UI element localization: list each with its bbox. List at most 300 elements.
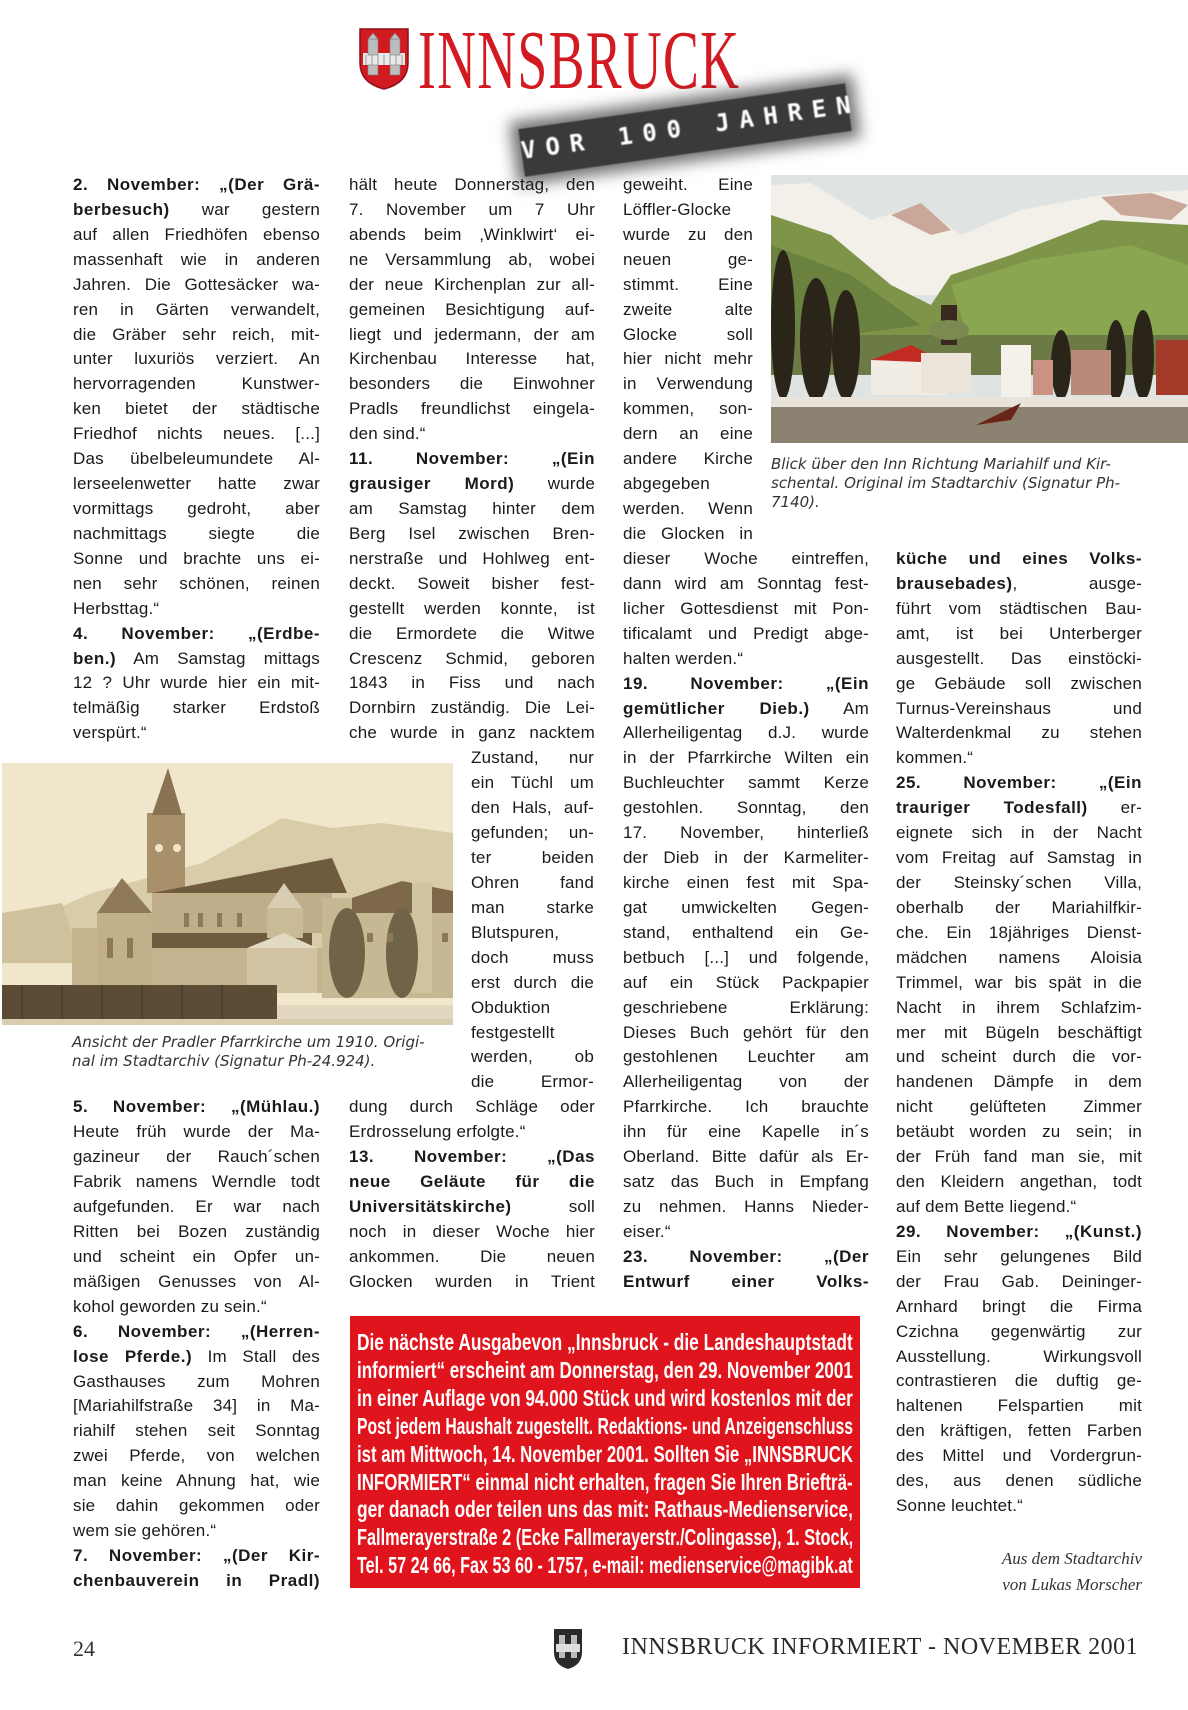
text-line [623,1095,869,1120]
line-text: Sonne leuchtet.“ [896,1496,1024,1516]
text-line [623,323,753,348]
text-line [896,1170,1142,1195]
coat-of-arms-icon [553,1628,583,1670]
notice-line [357,1328,1016,1356]
line-text: gemeinen Besichtigung auf- [349,299,595,319]
text-line [623,1070,869,1095]
line-text: Czichna gegenwärtig zur [896,1321,1142,1341]
text-line [623,721,869,746]
entry-heading: 4. November: „(Erdbe- [73,623,320,643]
entry-heading: Entwurf einer Volks- [623,1271,869,1291]
text-line [896,846,1142,871]
text-line [73,273,320,298]
text-line [349,273,595,298]
line-text: Turnus-Vereinshaus und [896,698,1142,718]
text-line [73,622,320,647]
line-text: Crescenz Schmid, geboren [349,648,595,668]
column-3-narrow [623,173,753,547]
author-signature [1002,1546,1142,1598]
text-line [623,1145,869,1170]
text-line [73,298,320,323]
line-text: abends beim ‚Winklwirt‘ ei- [349,224,595,244]
text-line [73,1220,320,1245]
text-line [623,1170,869,1195]
line-text: Oberland. Bitte dafür als Er- [623,1147,869,1167]
text-line [349,347,595,372]
line-text: den kräftigen, fetten Farben [896,1421,1142,1441]
line-text: satz das Buch in Empfang [623,1172,869,1192]
line-text: aufgefunden. Er war nach [73,1197,320,1217]
text-line [623,1195,869,1220]
text-line [349,198,595,223]
line-text: ausgestellt. Das einstöcki- [896,648,1142,668]
line-text: werden, ob [471,1047,594,1067]
page-number: 24 [73,1636,95,1661]
text-line [623,198,753,223]
text-line [349,1245,595,1270]
line-text: Berg Isel zwischen Bren- [349,523,595,543]
line-text: Blutspuren, [471,922,560,942]
entry-heading: berbesuch) [73,199,170,219]
line-text: lerseelenwetter hatte zwar [73,474,320,494]
line-text: halten werden.“ [623,648,744,668]
line-text: festgestellt [471,1022,555,1042]
line-text: mer mit Bügeln beschäftigt [896,1022,1142,1042]
text-line [896,871,1142,896]
notice-line [357,1356,1027,1384]
text-line [73,696,320,721]
line-text: Arnhard bringt die Firma [896,1296,1142,1316]
line-text: die Glocken in [623,523,753,543]
text-line [896,996,1142,1021]
line-text: des, aus denen südliche [896,1471,1142,1491]
line-text: dung durch Schläge oder [349,1097,595,1117]
text-line [623,921,869,946]
mariahilf-panorama-image [771,175,1188,443]
line-text: kommen, son- [623,399,753,419]
caption-line: Blick über den Inn Richtung Mariahilf und Kir- [771,455,1111,473]
line-text: vormittags gedroht, aber [73,498,320,518]
line-text: ne Versammlung ab, wobei [349,249,595,269]
text-line [73,422,320,447]
line-text: kommen.“ [896,748,974,768]
text-line [73,1120,320,1145]
notice-text: INFORMIERT“ einmal nicht erhalten, fragen Sie Ihren Briefträ- [357,1468,853,1495]
text-line [349,671,595,696]
text-line [73,1245,320,1270]
line-text: neuen ge- [623,249,753,269]
church-caption [72,1033,425,1071]
text-line [896,1220,1142,1245]
text-line [623,996,869,1021]
notice-line [357,1551,1062,1579]
text-line [896,771,1142,796]
text-line [73,572,320,597]
entry-heading: küche und eines Volks- [896,549,1142,568]
notice-line-text [357,1440,853,1468]
entry-heading: 25. November: „(Ein [896,773,1142,793]
coat-of-arms-icon [358,27,410,91]
line-text: und scheint ein Opfer un- [73,1246,320,1266]
line-text: Am Samstag mittags [116,648,320,668]
entry-heading: 2. November: „(Der Grä- [73,175,320,194]
text-line [896,672,1142,697]
caption-line: 7140). [771,493,820,511]
masthead-title: INNSBRUCK [418,14,741,107]
text-line [349,1220,595,1245]
text-line [471,996,594,1021]
entry-heading: Universitätskirche) [349,1197,512,1217]
line-text: Dornbirn zuständig. Die Lei- [349,698,595,718]
line-text: kohol geworden zu sein.“ [73,1296,267,1316]
line-text: und scheint durch die vor- [896,1047,1142,1067]
text-line [349,547,595,572]
banner-text: VOR 100 JAHREN [519,89,863,165]
text-line [349,622,595,647]
line-text: gestohlenen Leuchter am [623,1047,869,1067]
line-text: dieser Woche eintreffen, [623,549,869,568]
text-line [896,971,1142,996]
text-line [896,921,1142,946]
column-2-bottom [349,1095,595,1294]
entry-heading: 5. November: „(Mühlau.) [73,1097,320,1117]
text-line [471,796,594,821]
text-line [623,497,753,522]
line-text: , ausge- [1012,573,1142,593]
text-line [896,896,1142,921]
line-text: Ausstellung. Wirkungsvoll [896,1346,1142,1366]
line-text: am Samstag hinter dem [349,498,595,518]
line-text: Pfarrkirche. Ich brauchte [623,1097,869,1117]
text-line [896,1245,1142,1270]
line-text: ankommen. Die neuen [349,1246,595,1266]
text-line [73,1370,320,1395]
line-text: abgegeben [623,474,710,494]
text-line [73,1469,320,1494]
line-text: er- [1087,798,1142,818]
line-text: 17. November, hinterließ [623,823,869,843]
line-text: Gasthauses zum Mohren [73,1371,320,1391]
line-text: der Steinsky´schen Villa, [896,872,1142,892]
entry-heading: brausebades) [896,573,1013,593]
entry-heading: 6. November: „(Herren- [73,1321,320,1341]
notice-text: ger danach oder teilen uns das mit: Rathaus-Medienservice, [357,1496,853,1523]
line-text: Zustand, nur [471,748,594,768]
line-text: vom Freitag auf Samstag in [896,848,1142,868]
signature-line-2: von Lukas Morscher [1002,1575,1142,1594]
text-line [349,472,595,497]
line-text: war gestern [169,199,320,219]
text-line [73,472,320,497]
line-text: mäßigen Genusses von Al- [73,1271,320,1291]
line-text: Am [809,698,869,718]
line-text: die Ermordete die Witwe [349,623,595,643]
line-text: Glocken wurden in Trient [349,1271,595,1291]
caption-line: nal im Stadtarchiv (Signatur Ph-24.924). [72,1052,376,1070]
text-line [623,1021,869,1046]
line-text: den sind.“ [349,424,426,444]
line-text: riahilf stehen seit Sonntag [73,1421,320,1441]
text-line [349,647,595,672]
line-text: contrastieren die duftig ge- [896,1371,1142,1391]
text-line [471,746,594,771]
text-line [896,821,1142,846]
text-line [73,721,320,746]
line-text: 12 ? Uhr wurde hier ein mit- [73,673,320,693]
line-text: Ein sehr gelungenes Bild [896,1246,1142,1266]
text-line [623,971,869,996]
line-text: gestellt werden konnte, ist [349,598,595,618]
text-line [471,821,594,846]
line-text: ge Gebäude soll zwischen [896,673,1142,693]
line-text: der Frau Gab. Deininger- [896,1271,1142,1291]
line-text: Das übelbeleumundete Al- [73,449,320,469]
notice-line-text [357,1356,853,1384]
text-line [73,1195,320,1220]
entry-heading: ben.) [73,648,117,668]
line-text: wurde [514,474,595,494]
text-line [349,1170,595,1195]
entry-heading: trauriger Todesfall) [896,798,1088,818]
text-line [349,522,595,547]
line-text: nicht gelüfteten Zimmer [896,1097,1142,1117]
line-text: stand, enthaltend ein Ge- [623,922,869,942]
text-line [896,796,1142,821]
entry-heading: 11. November: „(Ein [349,449,595,469]
text-line [623,946,869,971]
text-line [623,273,753,298]
text-line [623,672,869,697]
text-line [623,372,753,397]
text-line [73,447,320,472]
line-text: [Mariahilfstraße 34] in Ma- [73,1396,320,1416]
text-line [349,597,595,622]
text-line [896,746,1142,771]
entry-heading: 19. November: „(Ein [623,673,869,693]
text-line [349,223,595,248]
text-line [623,647,869,672]
line-text: mädchen namens Aloisia [896,947,1142,967]
text-line [73,397,320,422]
panorama-painting [771,175,1188,443]
text-line [896,1145,1142,1170]
text-line [623,871,869,896]
text-line [623,347,753,372]
text-line [623,896,869,921]
line-text: kirche einen fest mit Spa- [623,872,869,892]
line-text: erst durch die [471,972,594,992]
text-line [623,821,869,846]
line-text: gestohlen. Sonntag, den [623,798,869,818]
text-line [349,1120,595,1145]
text-line [73,497,320,522]
line-text: Buchleuchter sammt Kerze [623,773,869,793]
text-line [896,1270,1142,1295]
line-text: dann wird am Sonntag fest- [623,573,869,593]
notice-line [357,1412,1082,1440]
text-line [896,697,1142,722]
line-text: licher Gottesdienst mit Pon- [623,598,869,618]
line-text: Löffler-Glocke [623,199,732,219]
text-line [349,696,595,721]
entry-heading: 7. November: „(Der Kir- [73,1545,320,1565]
line-text: Erdrosselung erfolgte.“ [349,1122,526,1142]
notice-line-text [357,1495,853,1523]
signature-line-1: Aus dem Stadtarchiv [1001,1549,1142,1568]
entry-heading: lose Pferde.) [73,1346,193,1366]
panorama-caption [771,455,1120,512]
column-3-main [623,547,869,1295]
text-line [471,1045,594,1070]
text-line [471,946,594,971]
line-text: oberhalb der Mariahilfkir- [896,897,1142,917]
text-line [73,1394,320,1419]
text-line [349,1145,595,1170]
text-line [896,622,1142,647]
line-text: in der Pfarrkirche Wilten ein [623,748,869,768]
text-line [623,1045,869,1070]
text-line [896,946,1142,971]
text-line [349,497,595,522]
line-text: auf dem Bette liegend.“ [896,1196,1077,1216]
notice-line-text [357,1523,853,1551]
line-text: Sonne und brachte uns ei- [73,548,320,568]
text-line [471,846,594,871]
text-line [349,248,595,273]
line-text: Dieses Buch gehört für den [623,1022,869,1042]
text-line [73,323,320,348]
text-line [349,721,595,746]
notice-line [357,1468,1031,1496]
notice-text: in einer Auflage von 94.000 Stück und wird kostenlos mit der [357,1384,853,1411]
line-text: Herbsttag.“ [73,598,160,618]
line-text: besonders die Einwohner [349,374,595,394]
line-text: Obduktion [471,997,551,1017]
line-text: che. Ein 18jähriges Dienst- [896,922,1142,942]
text-line [623,522,753,547]
text-line [73,1295,320,1320]
line-text: telmäßig starker Erdstoß [73,698,320,718]
text-line [471,1070,594,1095]
line-text: haltenen Felspartien mit [896,1396,1142,1416]
line-text: doch muss [471,947,594,967]
text-line [896,572,1142,597]
text-line [623,472,753,497]
entry-heading: 23. November: „(Der [623,1246,869,1266]
text-line [349,1270,595,1295]
entry-heading: chenbauverein in Pradl) [73,1570,320,1590]
line-text: Jahren. Die Gottesäcker wa- [73,274,320,294]
line-text: Walterdenkmal zu stehen [896,723,1142,743]
text-line [623,597,869,622]
text-line [471,921,594,946]
text-line [896,1045,1142,1070]
text-line [73,597,320,622]
notice-text: von „Innsbruck - die Landeshauptstadt [531,1329,853,1355]
line-text: amt, ist bei Unterberger [896,623,1142,643]
line-text: Ritten bei Bozen zuständig [73,1222,320,1241]
line-text: soll [511,1197,595,1217]
text-line [349,422,595,447]
text-line [73,1569,320,1594]
line-text: wem sie gehören.“ [73,1521,217,1541]
line-text: ren in Gärten verwandelt, [73,299,320,319]
line-text: der Früh fand man sie, mit [896,1147,1142,1167]
notice-line-text [357,1384,853,1412]
text-line [73,1419,320,1444]
line-text: betbuch [...] und folgende, [623,947,869,967]
text-line [349,397,595,422]
text-line [471,771,594,796]
notice-text: Tel. 57 24 66, Fax 53 60 - 1757, e-mail: medienservice@magibk.at [357,1552,853,1579]
text-line [73,1444,320,1469]
text-line [471,971,594,996]
text-line [73,372,320,397]
line-text: gat umwickelten Gegen- [623,897,869,917]
line-text: ken bietet der städtische [73,399,320,419]
header-logo [358,27,410,91]
next-issue-notice [350,1316,860,1588]
line-text: hervorragenden Kunstwer- [73,374,320,394]
line-text: liegt und jedermann, der am [349,324,595,344]
notice-text: Fallmerayerstraße 2 (Ecke Fallmerayerstr./Colingasse), 1. Stock, [357,1524,854,1551]
line-text: unter luxuriös verziert. An [73,349,320,369]
text-line [471,871,594,896]
text-line [623,846,869,871]
text-line [349,447,595,472]
text-line [623,572,869,597]
line-text: 1843 in Fiss und nach [349,673,595,693]
entry-heading: gemütlicher Dieb.) [623,698,810,718]
text-line [623,422,753,447]
line-text: hält heute Donnerstag, den [349,175,595,194]
text-line [471,896,594,921]
notice-line [357,1440,1037,1468]
line-text: man keine Ahnung hat, wie [73,1471,320,1491]
line-text: Allerheiligentag d.J. wurde [623,723,869,743]
line-text: stimmt. Eine [623,274,753,294]
text-line [623,1220,869,1245]
line-text: Heute früh wurde der Ma- [73,1122,320,1142]
entry-heading: neue Geläute für die [349,1172,595,1192]
line-text: dern an eine [623,424,753,444]
text-line [896,647,1142,672]
text-line [623,697,869,722]
line-text: auf ein Stück Packpapier [623,972,869,992]
text-line [349,572,595,597]
caption-line: schental. Original im Stadtarchiv (Signatur Ph- [771,474,1121,492]
text-line [73,1170,320,1195]
line-text: die Ermor- [471,1072,594,1092]
notice-line [357,1523,1056,1551]
text-line [623,447,753,472]
text-line [896,1195,1142,1220]
text-line [623,223,753,248]
text-line [73,223,320,248]
line-text: der neue Kirchenplan zur all- [349,274,595,294]
line-text: Fabrik namens Werndle todt [73,1172,320,1192]
line-text: hier nicht mehr [623,349,753,369]
text-line [73,173,320,198]
line-text: führt vom städtischen Bau- [896,598,1142,618]
line-text: Glocke soll [623,324,753,344]
line-text: in Verwendung [623,374,753,394]
text-line [349,173,595,198]
column-2-top [349,173,595,746]
notice-text: informiert“ erscheint am Donnerstag, den 29. November 2001 [357,1356,853,1383]
text-line [73,1345,320,1370]
line-text: Im Stall des [192,1346,320,1366]
